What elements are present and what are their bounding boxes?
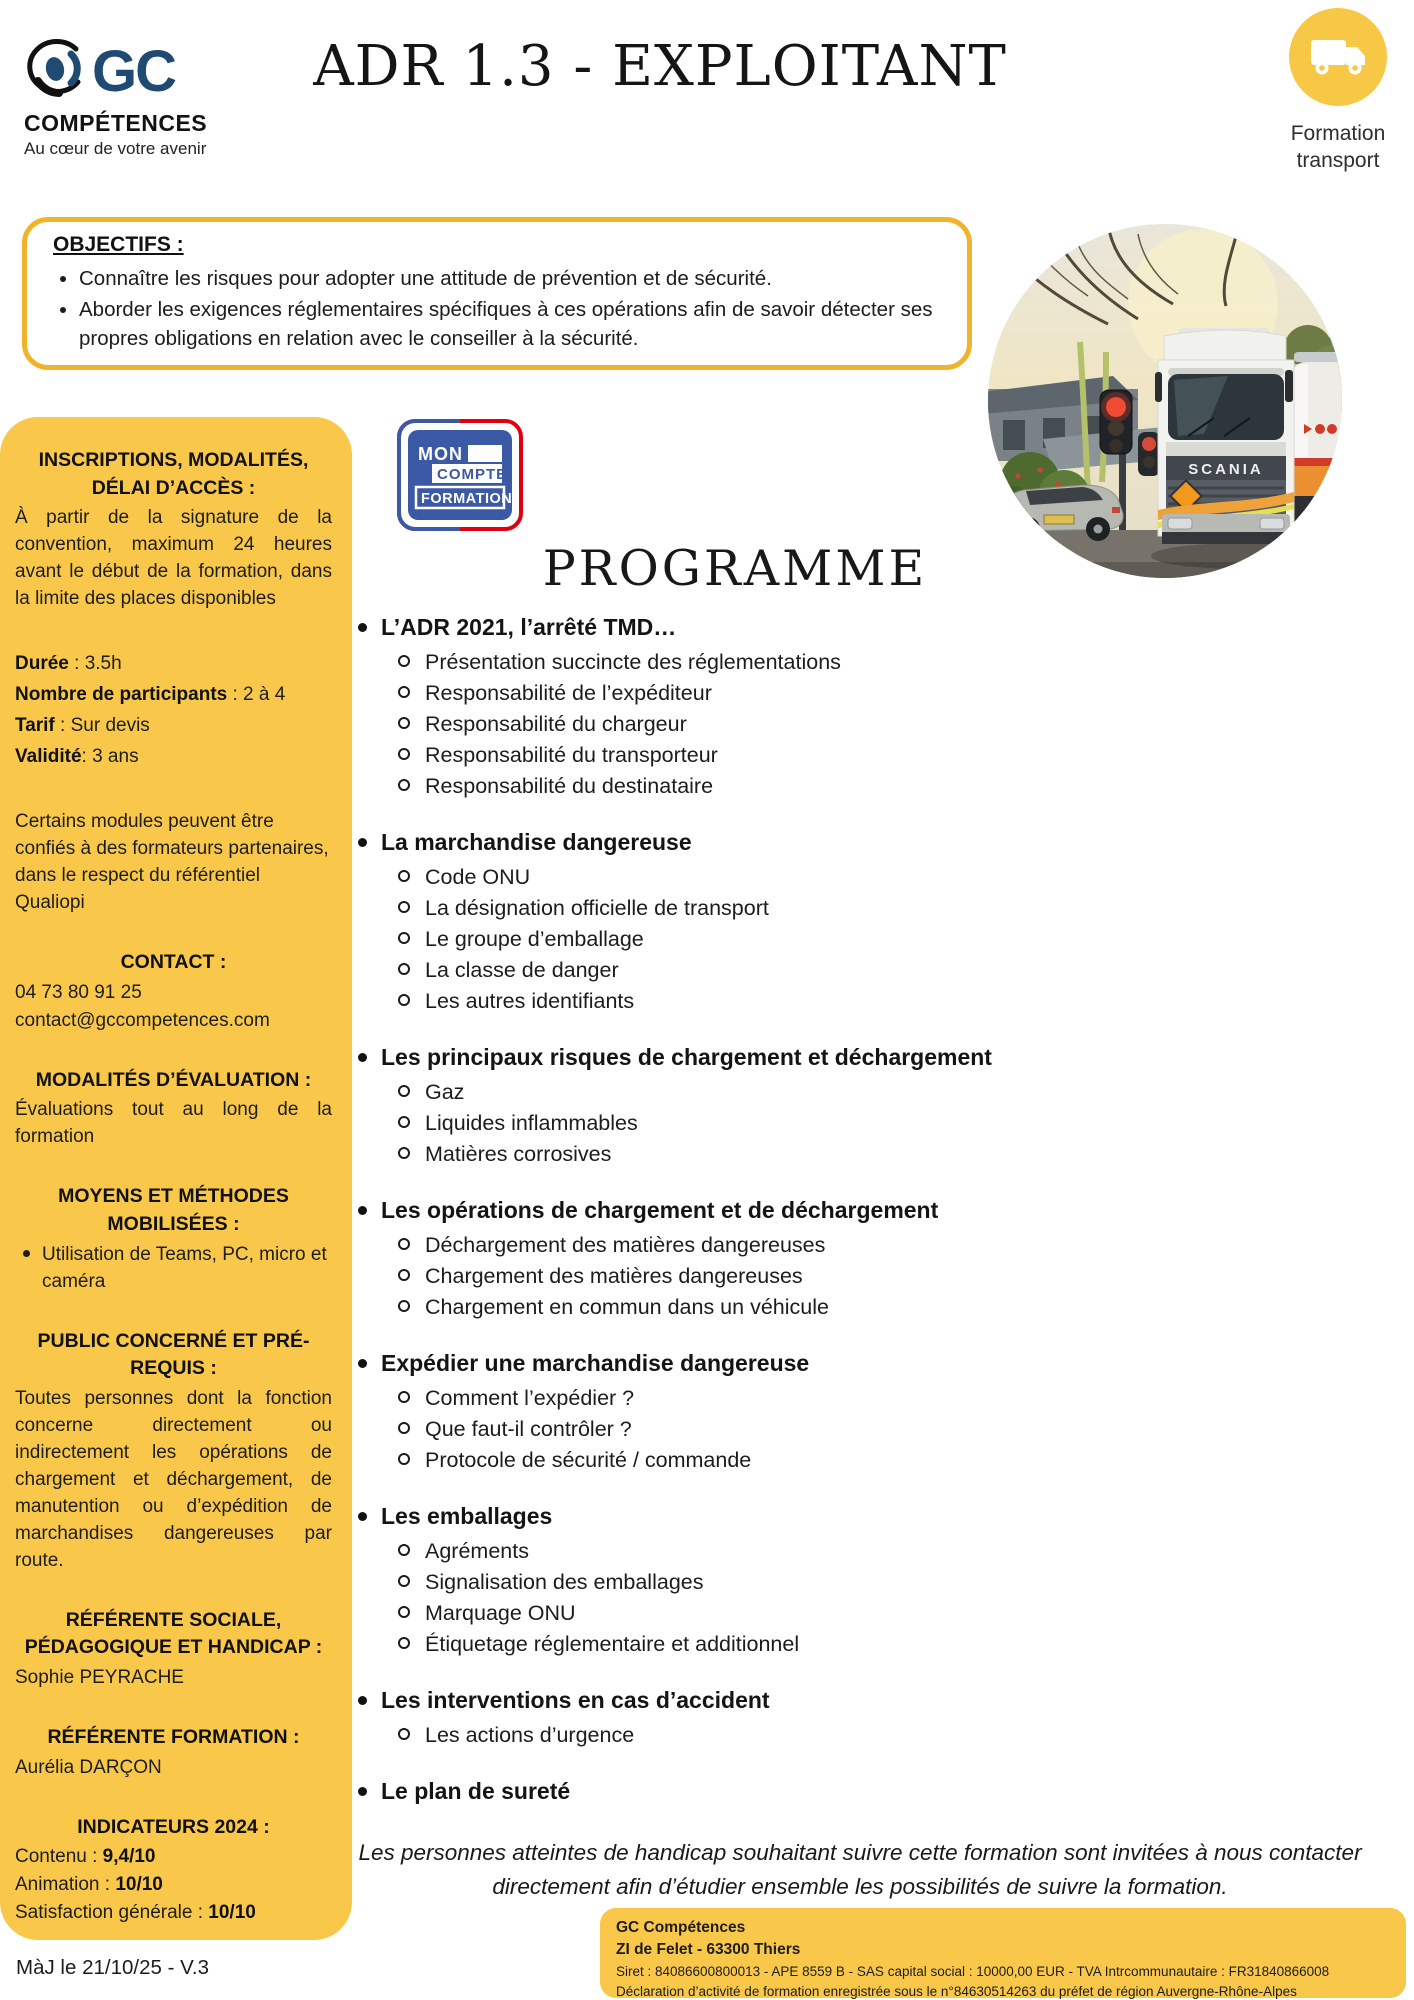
indicator-label: Animation : [15, 1874, 116, 1896]
sidebar-specs [15, 651, 332, 771]
sidebar-heading-referente-sociale: RÉFÉRENTE SOCIALE, PÉDAGOGIQUE ET HANDICAP : [24, 1608, 323, 1659]
program-section-items [358, 1080, 1128, 1167]
truck-icon [1289, 8, 1387, 106]
sidebar-heading-referente-formation: RÉFÉRENTE FORMATION : [47, 1726, 300, 1749]
objectives-heading: OBJECTIFS : [53, 233, 184, 256]
gc-competences-logo [24, 36, 214, 159]
program-item: Les autres identifiants [398, 989, 1128, 1014]
program-section-title: Les principaux risques de chargement et déchargement [358, 1044, 1128, 1071]
truck-cab [1155, 328, 1294, 544]
program-section [358, 829, 1128, 1014]
program-section-items [358, 1539, 1128, 1657]
program-section-title: Les opérations de chargement et de déchargement [358, 1197, 1128, 1224]
program-section [358, 1687, 1128, 1748]
footer-company-box [600, 1908, 1406, 1998]
formation-transport-badge [1282, 8, 1394, 175]
sidebar-heading-evaluation: MODALITÉS D’ÉVALUATION : [35, 1068, 312, 1091]
spec-label: Tarif [15, 715, 55, 737]
indicator-animation [15, 1872, 332, 1899]
indicator-label: Contenu : [15, 1846, 103, 1868]
program-item: Liquides inflammables [398, 1111, 1128, 1136]
footer-legal-line1: Siret : 84086600800013 - APE 8559 B - SAS capital social : 10000,00 EUR - TVA Intrcommunautaire : FR31840866008 [616, 1963, 1330, 1979]
program-item: Agréments [398, 1539, 1128, 1564]
program-item: Responsabilité du destinataire [398, 774, 1128, 799]
program-item: Responsabilité de l’expéditeur [398, 681, 1128, 706]
program-item: La classe de danger [398, 958, 1128, 983]
contact-email[interactable]: contact@gccompetences.com [15, 1009, 270, 1031]
program-item: Chargement en commun dans un véhicule [398, 1295, 1128, 1320]
program-section-items [358, 1386, 1128, 1473]
truck-brand-text: SCANIA [1188, 461, 1264, 478]
badge-label [1282, 120, 1394, 175]
program-section-title: La marchandise dangereuse [358, 829, 1128, 856]
program-item: Responsabilité du transporteur [398, 743, 1128, 768]
badge-label-line1: Formation [1290, 122, 1386, 145]
program-section-title: Le plan de sureté [358, 1778, 1128, 1805]
program-item: Chargement des matières dangereuses [398, 1264, 1128, 1289]
logo-name: COMPÉTENCES [24, 110, 208, 136]
program-section-items [358, 1723, 1128, 1748]
mcf-text-compte: COMPTE [437, 466, 508, 483]
program-section-items [358, 650, 1128, 799]
program-item: Gaz [398, 1080, 1128, 1105]
sidebar-heading-inscriptions: INSCRIPTIONS, MODALITÉS, DÉLAI D’ACCÈS : [38, 449, 309, 499]
spec-label: Nombre de participants [15, 684, 228, 706]
program-section [358, 614, 1128, 799]
objective-item: • Aborder les exigences réglementaires spécifiques à ces opérations afin de savoir détecter ses propres obligations en relation avec le conseiller à la sécurité. [79, 295, 941, 353]
spec-value: : 3 ans [81, 746, 139, 768]
logo-tagline: Au cœur de votre avenir [24, 139, 207, 158]
programme-title: PROGRAMME [542, 540, 928, 597]
handicap-note: Les personnes atteintes de handicap souhaitant suivre cette formation sont invitées à nous contacter directement afin d’étudier ensemble les possibilités de suivre la formation. [358, 1840, 1362, 1899]
spec-duree [15, 651, 332, 678]
spec-participants [15, 682, 332, 709]
program-item: Code ONU [398, 865, 1128, 890]
program-section [358, 1350, 1128, 1473]
spec-value: : Sur devis [54, 715, 150, 737]
program-item: Matières corrosives [398, 1142, 1128, 1167]
indicator-value: 10/10 [208, 1902, 256, 1924]
spec-value: : 3.5h [68, 653, 122, 675]
sidebar-moyens-list [15, 1242, 332, 1296]
sidebar [0, 417, 352, 1940]
indicator-satisfaction [15, 1900, 332, 1927]
program-item: Que faut-il contrôler ? [398, 1417, 1128, 1442]
spec-label: Durée [15, 653, 69, 675]
sidebar-heading-moyens: MOYENS ET MÉTHODES MOBILISÉES : [58, 1185, 289, 1235]
program-item: Marquage ONU [398, 1601, 1128, 1626]
sidebar-text-inscriptions: À partir de la signature de la convention, maximum 24 heures avant le début de la formation, dans la limite des places disponibles [15, 507, 332, 610]
indicator-contenu [15, 1844, 332, 1871]
spec-validite [15, 744, 332, 771]
spec-label: Validité [15, 746, 82, 768]
objective-item: • Connaître les risques pour adopter une attitude de prévention et de sécurité. [79, 264, 941, 293]
sidebar-text-public: Toutes personnes dont la fonction concerne directement ou indirectement les opérations de chargement et déchargement, de manutention ou d’expédition de marchandises dangereuses par route. [15, 1387, 332, 1571]
footer-company-name: GC Compétences [616, 1919, 746, 1936]
program-section-title: Les interventions en cas d’accident [358, 1687, 1128, 1714]
program-item: Signalisation des emballages [398, 1570, 1128, 1595]
program-item: Étiquetage réglementaire et additionnel [398, 1632, 1128, 1657]
gc-swirl-icon [24, 36, 90, 107]
referente-formation-name: Aurélia DARÇON [15, 1756, 162, 1778]
page-title: ADR 1.3 - EXPLOITANT [313, 34, 1007, 99]
program-section-items [358, 1233, 1128, 1320]
logo-monogram: GC [92, 38, 175, 104]
contact-phone: 04 73 80 91 25 [15, 981, 142, 1003]
mon-compte-formation-logo [396, 418, 524, 532]
footer-address: ZI de Felet - 63300 Thiers [616, 1941, 801, 1959]
version-note: MàJ le 21/10/25 - V.3 [16, 1956, 209, 1979]
indicator-value: 9,4/10 [102, 1846, 156, 1868]
mcf-text-mon: MON [418, 444, 463, 464]
referente-sociale-name: Sophie PEYRACHE [15, 1667, 184, 1689]
program-item: Comment l’expédier ? [398, 1386, 1128, 1411]
objectives-box [22, 217, 972, 370]
objectives-list [53, 264, 941, 353]
program-item: Présentation succincte des réglementations [398, 650, 1128, 675]
program-item: Le groupe d’emballage [398, 927, 1128, 952]
program-item: La désignation officielle de transport [398, 896, 1128, 921]
program-section [358, 1503, 1128, 1657]
footer-legal-line2: Déclaration d’activité de formation enregistrée sous le n°84630514263 du préfet de région Auvergne-Rhône-Alpes [616, 1984, 1297, 2000]
program-item: Déchargement des matières dangereuses [398, 1233, 1128, 1258]
program-section [358, 1778, 1128, 1805]
sidebar-heading-public: PUBLIC CONCERNÉ ET PRÉ-REQUIS : [37, 1329, 310, 1380]
moyens-item: Utilisation de Teams, PC, micro et caméra [23, 1242, 332, 1296]
sidebar-heading-contact: CONTACT : [120, 951, 227, 973]
program-section-title: L’ADR 2021, l’arrêté TMD… [358, 614, 1128, 641]
sidebar-heading-indicateurs: INDICATEURS 2024 : [77, 1815, 270, 1838]
spec-value: : 2 à 4 [227, 684, 286, 706]
programme-list [358, 614, 1128, 1835]
mcf-text-formation: FORMATION [421, 491, 513, 507]
sidebar-partners-note: Certains modules peuvent être confiés à des formateurs partenaires, dans le respect du référentiel Qualiopi [15, 811, 329, 914]
indicator-label: Satisfaction générale : [15, 1902, 209, 1924]
program-section-title: Expédier une marchandise dangereuse [358, 1350, 1128, 1377]
program-section-items [358, 865, 1128, 1014]
program-item: Responsabilité du chargeur [398, 712, 1128, 737]
program-item: Les actions d’urgence [398, 1723, 1128, 1748]
program-section [358, 1197, 1128, 1320]
spec-tarif [15, 713, 332, 740]
program-section [358, 1044, 1128, 1167]
program-section-title: Les emballages [358, 1503, 1128, 1530]
badge-label-line2: transport [1296, 149, 1380, 173]
truck-photo-image [988, 224, 1342, 578]
sidebar-text-evaluation: Évaluations tout au long de la formation [15, 1099, 332, 1148]
program-item: Protocole de sécurité / commande [398, 1448, 1128, 1473]
indicator-value: 10/10 [115, 1874, 163, 1896]
